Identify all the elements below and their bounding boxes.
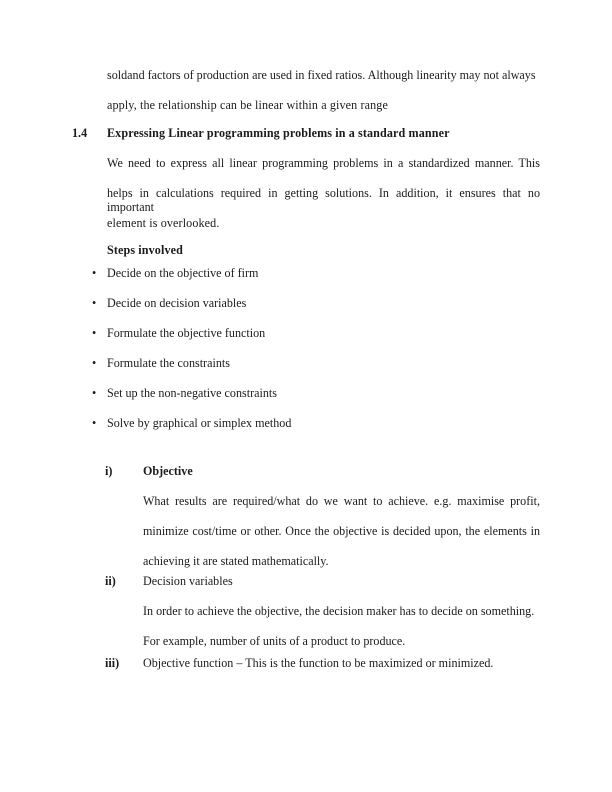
roman-title-iii: Objective function – This is the function to be maximized or minimized. — [143, 656, 494, 670]
roman-marker-ii: ii) — [105, 574, 116, 588]
list-item: Decide on the objective of firm — [107, 266, 259, 280]
roman-body-ii-line-1: In order to achieve the objective, the decision maker has to decide on something. — [143, 604, 535, 618]
section-heading: Expressing Linear programming problems in a standard manner — [107, 126, 450, 140]
section-number: 1.4 — [72, 126, 88, 140]
roman-marker-i: i) — [105, 464, 113, 478]
section-body-line-3: element is overlooked. — [107, 216, 220, 230]
list-item: Set up the non-negative constraints — [107, 386, 277, 400]
bullet-marker-icon: • — [92, 356, 97, 370]
roman-title-i: Objective — [143, 464, 193, 478]
roman-body-i-line-1: What results are required/what do we want to achieve. e.g. maximise profit, — [143, 494, 540, 508]
roman-marker-iii: iii) — [105, 656, 120, 670]
continuation-line-1: soldand factors of production are used in fixed ratios. Although linearity may not always — [107, 68, 536, 82]
roman-title-ii: Decision variables — [143, 574, 233, 588]
list-item: Decide on decision variables — [107, 296, 247, 310]
bullet-marker-icon: • — [92, 296, 97, 310]
roman-body-ii-line-2: For example, number of units of a product to produce. — [143, 634, 406, 648]
bullet-marker-icon: • — [92, 326, 97, 340]
list-item: Formulate the constraints — [107, 356, 230, 370]
steps-heading: Steps involved — [107, 243, 183, 257]
bullet-marker-icon: • — [92, 266, 97, 280]
roman-body-i-line-2: minimize cost/time or other. Once the objective is decided upon, the elements in — [143, 524, 540, 538]
section-body-line-1: We need to express all linear programming problems in a standardized manner. This — [107, 156, 540, 170]
list-item: Formulate the objective function — [107, 326, 266, 340]
section-body-line-2: helps in calculations required in getting solutions. In addition, it ensures that no important — [107, 186, 540, 214]
list-item: Solve by graphical or simplex method — [107, 416, 292, 430]
bullet-marker-icon: • — [92, 416, 97, 430]
bullet-marker-icon: • — [92, 386, 97, 400]
roman-body-i-line-3: achieving it are stated mathematically. — [143, 554, 329, 568]
continuation-line-2: apply, the relationship can be linear within a given range — [107, 98, 388, 112]
